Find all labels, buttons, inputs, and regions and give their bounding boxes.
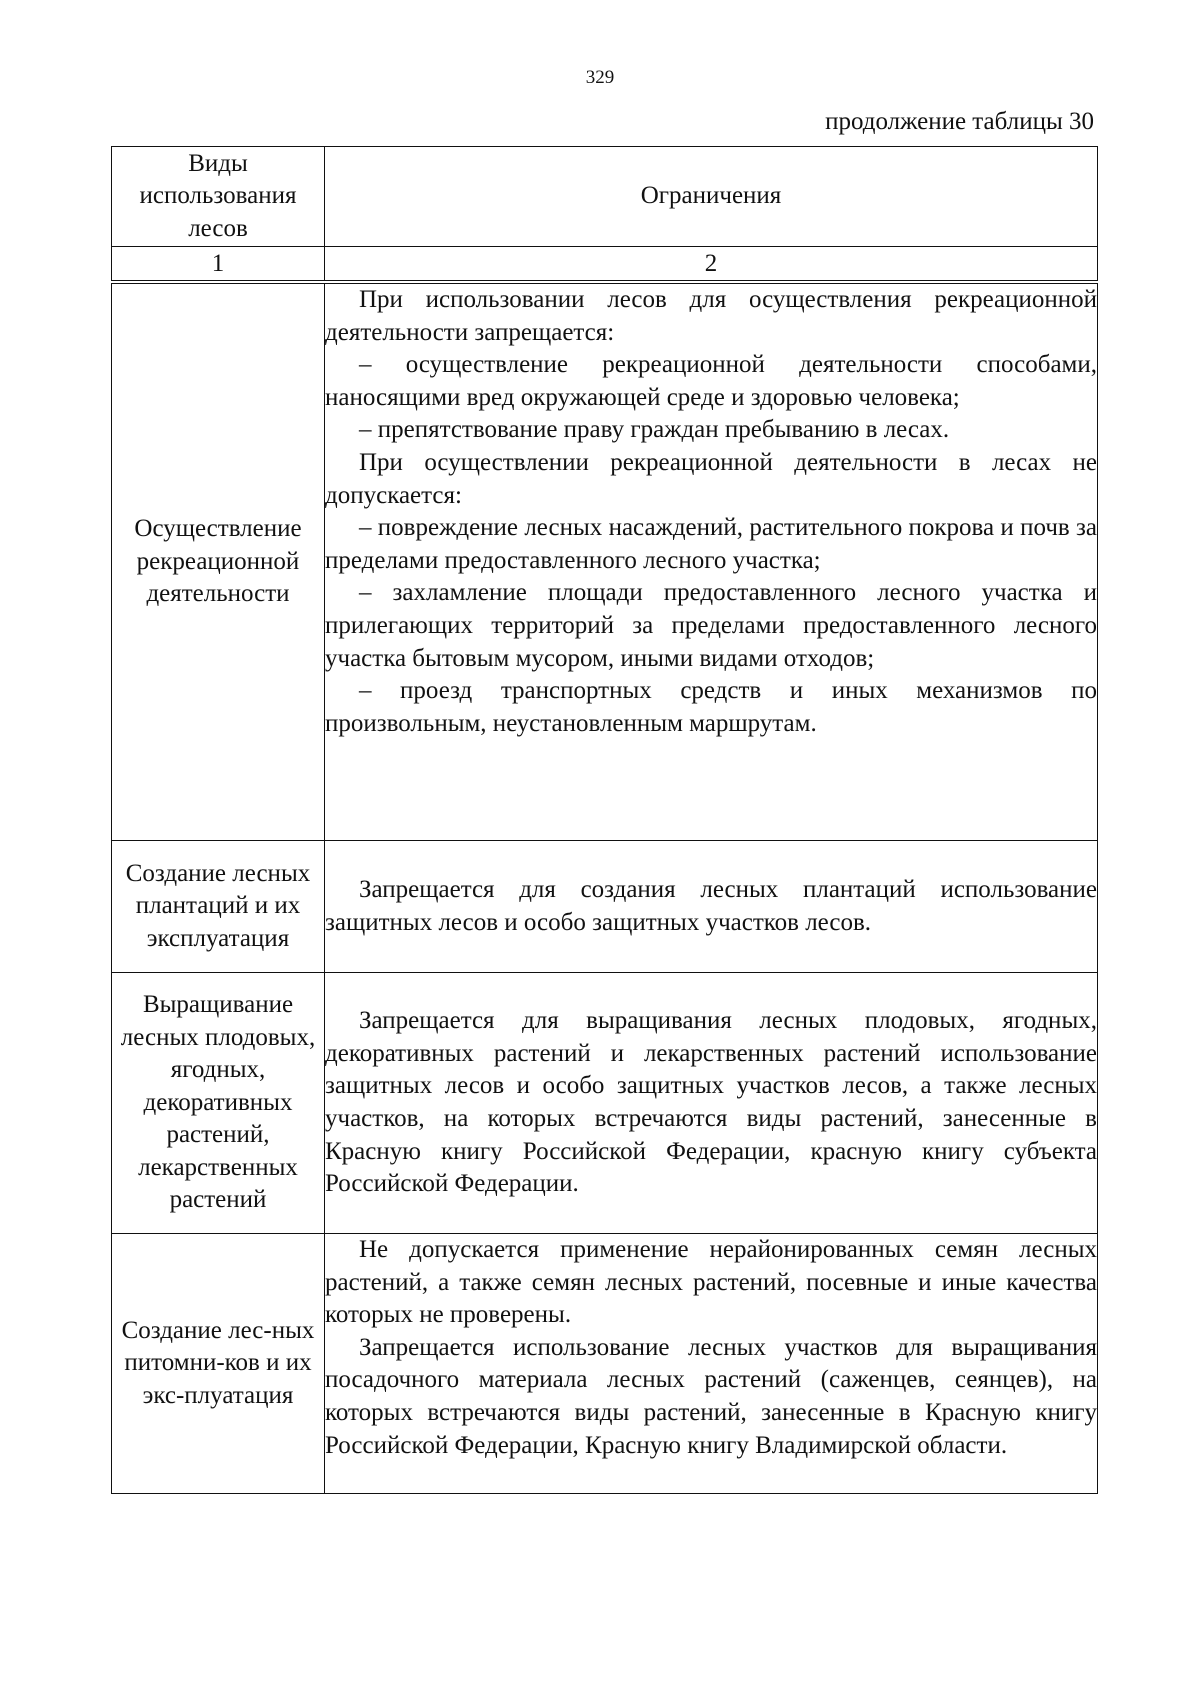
table-row: [112, 1234, 1098, 1494]
table-row: [112, 841, 1098, 973]
column-number-2: 2: [325, 247, 1098, 283]
header-restrictions: Ограничения: [325, 147, 1098, 247]
restrictions-cell: [325, 973, 1098, 1234]
restriction-paragraph: Запрещается для выращивания лесных плодовых, ягодных, декоративных растений и лекарственных растений использование защитных лесов и особо защитных участков лесов, а также лесных участков, на которых встречаются виды растений, занесенные в Красную книгу Российской Федерации, красную книгу субъекта Российской Федерации.: [325, 1007, 1097, 1198]
restriction-paragraph: Запрещается использование лесных участков для выращивания посадочного материала лесных растений (саженцев, сеянцев), на которых встречаются виды растений, занесенные в Красную книгу Российской Федерации, Красную книгу Владимирской области.: [325, 1333, 1097, 1459]
restriction-paragraph: При осуществлении рекреационной деятельности в лесах не допускается:: [325, 448, 1097, 509]
usage-type-cell: Осуществление рекреационной деятельности: [112, 282, 325, 841]
restriction-paragraph: Запрещается для создания лесных плантаций использование защитных лесов и особо защитных участков лесов.: [325, 875, 1097, 936]
restrictions-table: [111, 146, 1098, 1494]
restrictions-cell: [325, 282, 1098, 841]
restrictions-cell: [325, 1234, 1098, 1494]
table-row: [112, 973, 1098, 1234]
restriction-paragraph: – повреждение лесных насаждений, растительного покрова и почв за пределами предоставленного лесного участка;: [325, 514, 1097, 574]
table-row: [112, 282, 1098, 841]
restriction-paragraph: – осуществление рекреационной деятельности способами, наносящими вред окружающей среде и здоровью человека;: [325, 351, 1097, 411]
usage-type-cell: Выращивание лесных плодовых, ягодных, декоративных растений, лекарственных растений: [112, 973, 325, 1234]
restriction-paragraph: Не допускается применение нерайонированных семян лесных растений, а также семян лесных растений, посевные и иные качества которых не проверены.: [325, 1236, 1097, 1329]
header-usage-types: Виды использования лесов: [112, 147, 325, 247]
usage-type-cell: Создание лесных плантаций и их эксплуатация: [112, 841, 325, 973]
restriction-paragraph: – препятствование праву граждан пребыванию в лесах.: [359, 416, 950, 444]
table-continuation-label: продолжение таблицы 30: [825, 108, 1094, 135]
restrictions-cell: [325, 841, 1098, 973]
column-number-row: [112, 247, 1098, 283]
table-header-row: [112, 147, 1098, 247]
page-number: 329: [585, 67, 615, 88]
usage-type-cell: Создание лес-ных питомни-ков и их экс-плуатация: [112, 1234, 325, 1494]
restriction-paragraph: – захламление площади предоставленного лесного участка и прилегающих территорий за пределами предоставленного лесного участка бытовым мусором, иными видами отходов;: [325, 579, 1097, 672]
restriction-paragraph: – проезд транспортных средств и иных механизмов по произвольным, неустановленным маршрутам.: [325, 677, 1097, 737]
column-number-1: 1: [112, 247, 325, 283]
restriction-paragraph: При использовании лесов для осуществления рекреационной деятельности запрещается:: [325, 286, 1097, 346]
